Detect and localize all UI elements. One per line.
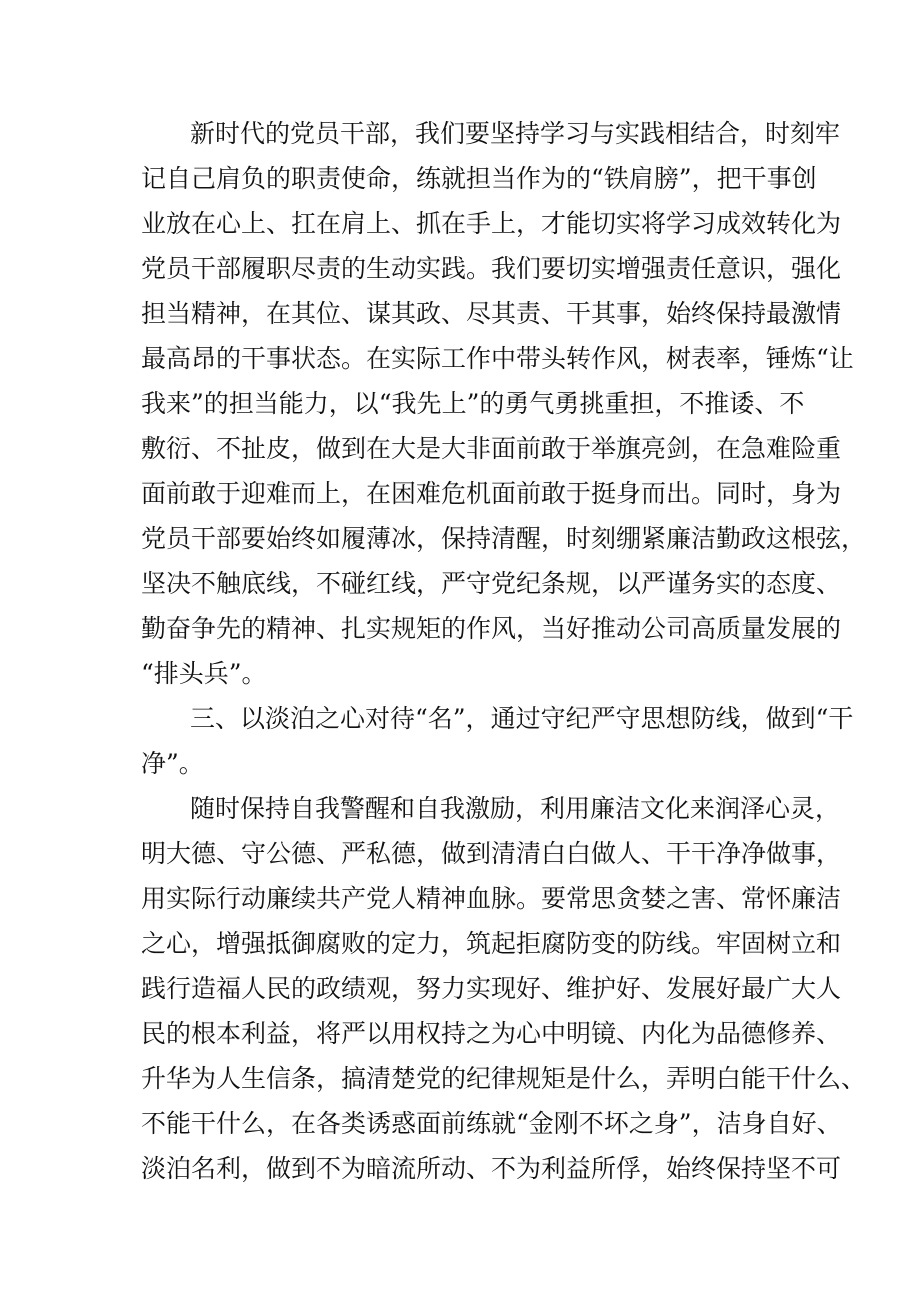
text-line: 之心，增强抵御腐败的定力，筑起拒腐防变的防线。牢固树立和 [141,929,842,958]
text-line: 坚决不触底线，不碰红线，严守党纪条规，以严谨务实的态度、 [141,569,842,598]
text-line: 升华为人生信条，搞清楚党的纪律规矩是什么，弄明白能干什么、 [141,1064,867,1093]
text-line: 记自己肩负的职责使命，练就担当作为的“铁肩膀”，把干事创 [141,164,817,193]
text-line: 不能干什么，在各类诱惑面前练就“金刚不坏之身”，洁身自好、 [141,1109,842,1138]
text-line: 业放在心上、扛在肩上、抓在手上，才能切实将学习成效转化为 [141,209,842,238]
text-line: 面前敢于迎难而上，在困难危机面前敢于挺身而出。同时，身为 [141,479,842,508]
text-line: 随时保持自我警醒和自我激励，利用廉洁文化来润泽心灵， [190,794,841,823]
text-line: 最高昂的干事状态。在实际工作中带头转作风，树表率，锤炼“让 [141,344,854,373]
section-heading-line: 三、以淡泊之心对待“名”，通过守纪严守思想防线，做到“干 [190,704,854,733]
text-line: 新时代的党员干部，我们要坚持学习与实践相结合，时刻牢 [190,119,841,148]
text-line: 民的根本利益，将严以用权持之为心中明镜、内化为品德修养、 [141,1019,842,1048]
text-line: 践行造福人民的政绩观，努力实现好、维护好、发展好最广大人 [141,974,842,1003]
text-line: 党员干部履职尽责的生动实践。我们要切实增强责任意识，强化 [141,254,842,283]
text-line: 淡泊名利，做到不为暗流所动、不为利益所俘，始终保持坚不可 [141,1154,842,1183]
text-line: “排头兵”。 [141,659,267,688]
text-line: 勤奋争先的精神、扎实规矩的作风，当好推动公司高质量发展的 [141,614,842,643]
text-line: 明大德、守公德、严私德，做到清清白白做人、干干净净做事， [141,839,842,868]
text-line: 我来”的担当能力，以“我先上”的勇气勇挑重担，不推诿、不 [141,389,805,418]
text-line: 敷衍、不扯皮，做到在大是大非面前敢于举旗亮剑，在急难险重 [141,434,842,463]
section-heading-line: 净”。 [141,749,204,778]
text-line: 担当精神，在其位、谋其政、尽其责、干其事，始终保持最激情 [141,299,842,328]
text-line: 党员干部要始终如履薄冰，保持清醒，时刻绷紧廉洁勤政这根弦， [141,524,867,553]
text-line: 用实际行动廉续共产党人精神血脉。要常思贪婪之害、常怀廉洁 [141,884,842,913]
